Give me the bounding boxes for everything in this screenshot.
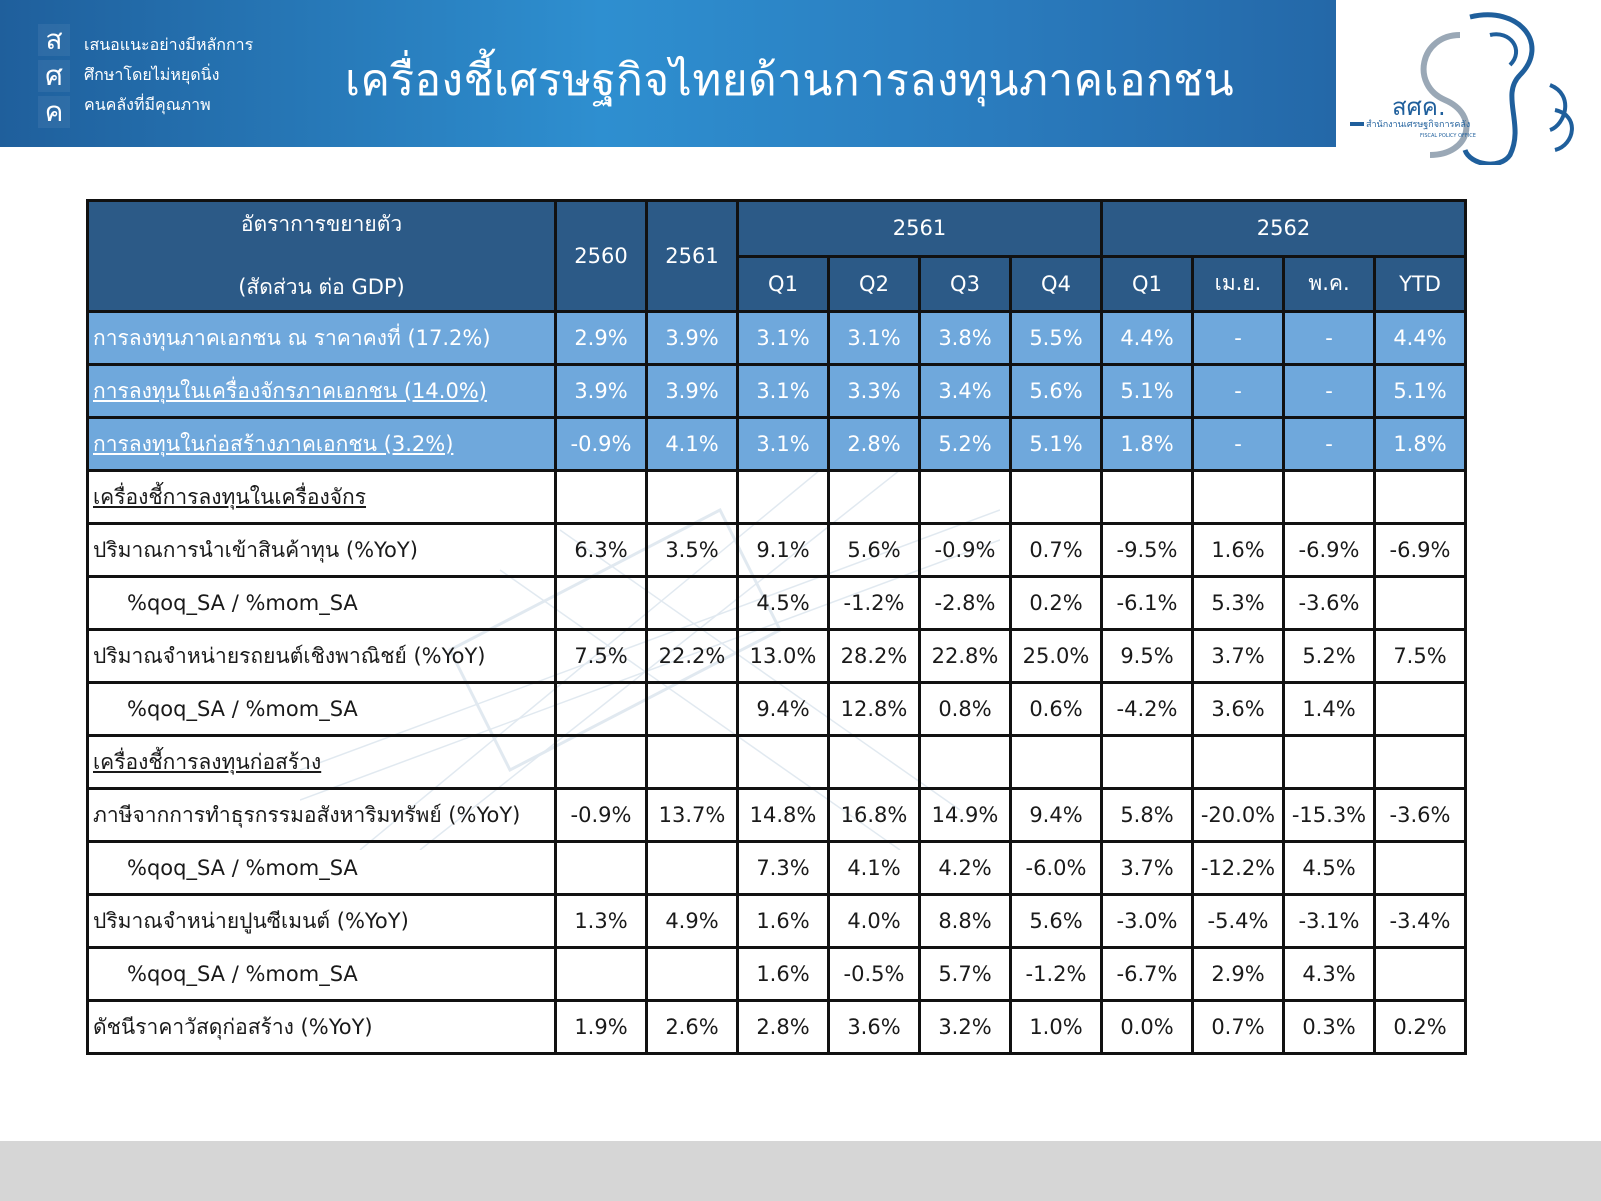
value-cell: 0.7% [1011,524,1102,577]
value-cell: 5.2% [920,418,1011,471]
value-cell: 3.3% [829,365,920,418]
value-cell: 4.4% [1102,312,1193,365]
table-row [88,842,1466,895]
slogan-line: คนคลังที่มีคุณภาพ [84,95,211,114]
value-cell [1375,577,1466,630]
value-cell [647,471,738,524]
value-cell: 1.8% [1375,418,1466,471]
header-band [0,0,1336,147]
value-cell: 1.3% [556,895,647,948]
slogan-line: เสนอแนะอย่างมีหลักการ [84,35,254,54]
value-cell [556,736,647,789]
value-cell: 4.2% [920,842,1011,895]
value-cell: 13.7% [647,789,738,842]
section-heading: เครื่องชี้การลงทุนก่อสร้าง [88,736,556,789]
value-cell: 0.2% [1011,577,1102,630]
year-header: 2560 [556,201,647,312]
value-cell: 4.9% [647,895,738,948]
value-cell: 12.8% [829,683,920,736]
value-cell: -3.1% [1284,895,1375,948]
value-cell: 1.0% [1011,1001,1102,1054]
value-cell: 3.1% [738,312,829,365]
value-cell: 3.6% [1193,683,1284,736]
value-cell: -6.7% [1102,948,1193,1001]
logo-letter: ค [38,96,70,128]
table-row [88,789,1466,842]
value-cell: 1.4% [1284,683,1375,736]
value-cell: -6.9% [1375,524,1466,577]
value-cell: -0.5% [829,948,920,1001]
value-cell: 4.5% [1284,842,1375,895]
table-row [88,948,1466,1001]
value-cell: -5.4% [1193,895,1284,948]
row-label: %qoq_SA / %mom_SA [88,948,556,1001]
value-cell: 5.7% [920,948,1011,1001]
value-cell: -0.9% [556,789,647,842]
value-cell: 3.8% [920,312,1011,365]
value-cell: -3.0% [1102,895,1193,948]
fpo-letter-logo [38,24,70,128]
value-cell: - [1284,312,1375,365]
value-cell: 3.9% [647,365,738,418]
table-row [88,577,1466,630]
value-cell: 7.5% [556,630,647,683]
table-row [88,524,1466,577]
row-label[interactable]: การลงทุนในก่อสร้างภาคเอกชน (3.2%) [88,418,556,471]
table-body [88,312,1466,1054]
value-cell: 22.8% [920,630,1011,683]
row-label: ปริมาณการนำเข้าสินค้าทุน (%YoY) [88,524,556,577]
value-cell: 0.7% [1193,1001,1284,1054]
value-cell: 28.2% [829,630,920,683]
value-cell: 3.1% [829,312,920,365]
row-label: %qoq_SA / %mom_SA [88,683,556,736]
value-cell: 5.6% [1011,365,1102,418]
value-cell: 4.1% [647,418,738,471]
value-cell: 5.1% [1011,418,1102,471]
value-cell [1375,842,1466,895]
value-cell: -3.6% [1375,789,1466,842]
value-cell: 1.6% [738,948,829,1001]
group-header-2561: 2561 [738,201,1102,257]
row-label: ภาษีจากการทำธุรกรรมอสังหาริมทรัพย์ (%YoY) [88,789,556,842]
value-cell: -0.9% [920,524,1011,577]
value-cell: -0.9% [556,418,647,471]
value-cell [1375,683,1466,736]
value-cell: 1.6% [738,895,829,948]
value-cell: 0.8% [920,683,1011,736]
value-cell [1284,736,1375,789]
year-header: 2561 [647,201,738,312]
table-row [88,365,1466,418]
value-cell: 2.6% [647,1001,738,1054]
fpo-logo [1350,5,1590,165]
value-cell: 25.0% [1011,630,1102,683]
value-cell: 4.5% [738,577,829,630]
footer-band [0,1141,1601,1201]
row-label: %qoq_SA / %mom_SA [88,577,556,630]
row-label: %qoq_SA / %mom_SA [88,842,556,895]
value-cell: 16.8% [829,789,920,842]
value-cell: 3.7% [1102,842,1193,895]
org-abbr: สศค. [1392,93,1446,121]
header-row [88,201,1466,257]
value-cell: 1.6% [1193,524,1284,577]
value-cell: -6.9% [1284,524,1375,577]
value-cell: 7.5% [1375,630,1466,683]
value-cell [556,842,647,895]
value-cell: -2.8% [920,577,1011,630]
value-cell: 4.0% [829,895,920,948]
value-cell: -6.0% [1011,842,1102,895]
page-title: เครื่องชี้เศรษฐกิจไทยด้านการลงทุนภาคเอกชน [345,55,1235,106]
value-cell: -12.2% [1193,842,1284,895]
value-cell: 9.5% [1102,630,1193,683]
value-cell [920,736,1011,789]
table-row [88,471,1466,524]
value-cell [1102,736,1193,789]
value-cell: 2.9% [556,312,647,365]
value-cell: 8.8% [920,895,1011,948]
value-cell [1011,471,1102,524]
logo-letter: ส [38,24,70,56]
label-header [88,201,556,312]
period-header: Q3 [920,256,1011,312]
value-cell [1193,471,1284,524]
value-cell: 0.0% [1102,1001,1193,1054]
period-header: Q1 [738,256,829,312]
value-cell: 6.3% [556,524,647,577]
value-cell: 5.8% [1102,789,1193,842]
value-cell [1375,736,1466,789]
value-cell: 22.2% [647,630,738,683]
label-header-line: (สัดส่วน ต่อ GDP) [238,275,405,299]
value-cell: -1.2% [1011,948,1102,1001]
value-cell: 3.4% [920,365,1011,418]
value-cell [647,683,738,736]
value-cell: 5.1% [1102,365,1193,418]
value-cell [1375,471,1466,524]
value-cell: -15.3% [1284,789,1375,842]
value-cell [1284,471,1375,524]
value-cell [829,736,920,789]
period-header: Q1 [1102,256,1193,312]
value-cell: -9.5% [1102,524,1193,577]
table-row [88,630,1466,683]
value-cell: 0.6% [1011,683,1102,736]
section-heading: เครื่องชี้การลงทุนในเครื่องจักร [88,471,556,524]
value-cell [1375,948,1466,1001]
value-cell: 0.3% [1284,1001,1375,1054]
value-cell: 3.9% [556,365,647,418]
value-cell: 9.4% [1011,789,1102,842]
value-cell [1102,471,1193,524]
period-header: Q4 [1011,256,1102,312]
value-cell [647,736,738,789]
value-cell: 5.6% [829,524,920,577]
slogan [84,30,253,120]
table-row [88,418,1466,471]
table-row [88,895,1466,948]
row-label: ปริมาณจำหน่ายรถยนต์เชิงพาณิชย์ (%YoY) [88,630,556,683]
value-cell: - [1284,418,1375,471]
value-cell [738,471,829,524]
value-cell: 2.9% [1193,948,1284,1001]
org-name-en: FISCAL POLICY OFFICE [1420,133,1476,139]
table-row [88,312,1466,365]
value-cell: 3.1% [738,365,829,418]
value-cell: 5.3% [1193,577,1284,630]
value-cell: - [1193,365,1284,418]
value-cell: -20.0% [1193,789,1284,842]
value-cell: 5.6% [1011,895,1102,948]
value-cell: 14.9% [920,789,1011,842]
value-cell: 4.3% [1284,948,1375,1001]
logo-letter: ศ [38,60,70,92]
value-cell: 0.2% [1375,1001,1466,1054]
value-cell: 5.2% [1284,630,1375,683]
value-cell: 2.8% [738,1001,829,1054]
label-header-line: อัตราการขยายตัว [240,212,403,236]
group-header-2562: 2562 [1102,201,1466,257]
value-cell [738,736,829,789]
row-label: ดัชนีราคาวัสดุก่อสร้าง (%YoY) [88,1001,556,1054]
value-cell [556,577,647,630]
value-cell [647,577,738,630]
table-row [88,1001,1466,1054]
value-cell [556,948,647,1001]
value-cell: 2.8% [829,418,920,471]
value-cell: -4.2% [1102,683,1193,736]
value-cell [920,471,1011,524]
value-cell [829,471,920,524]
value-cell [556,471,647,524]
value-cell: 1.8% [1102,418,1193,471]
value-cell: 7.3% [738,842,829,895]
row-label: การลงทุนภาคเอกชน ณ ราคาคงที่ (17.2%) [88,312,556,365]
table-row [88,736,1466,789]
period-header: Q2 [829,256,920,312]
value-cell: 3.2% [920,1001,1011,1054]
value-cell: -3.6% [1284,577,1375,630]
org-name: สำนักงานเศรษฐกิจการคลัง [1366,120,1471,130]
value-cell: 9.4% [738,683,829,736]
value-cell: - [1193,418,1284,471]
value-cell: 1.9% [556,1001,647,1054]
period-header: YTD [1375,256,1466,312]
value-cell [647,948,738,1001]
value-cell: -3.4% [1375,895,1466,948]
row-label: ปริมาณจำหน่ายปูนซีเมนต์ (%YoY) [88,895,556,948]
value-cell: 9.1% [738,524,829,577]
table-row [88,683,1466,736]
value-cell: 5.5% [1011,312,1102,365]
row-label[interactable]: การลงทุนในเครื่องจักรภาคเอกชน (14.0%) [88,365,556,418]
value-cell: 4.1% [829,842,920,895]
value-cell: 4.4% [1375,312,1466,365]
slogan-line: ศึกษาโดยไม่หยุดนิ่ง [84,65,220,84]
value-cell [1193,736,1284,789]
value-cell: 3.1% [738,418,829,471]
value-cell [556,683,647,736]
value-cell: -1.2% [829,577,920,630]
value-cell: 3.7% [1193,630,1284,683]
value-cell: - [1193,312,1284,365]
value-cell: 13.0% [738,630,829,683]
value-cell: -6.1% [1102,577,1193,630]
investment-indicators-table [86,199,1467,1055]
value-cell: 3.6% [829,1001,920,1054]
period-header: เม.ย. [1193,256,1284,312]
value-cell: 14.8% [738,789,829,842]
value-cell: 3.9% [647,312,738,365]
value-cell: - [1284,365,1375,418]
value-cell [1011,736,1102,789]
value-cell [647,842,738,895]
value-cell: 5.1% [1375,365,1466,418]
period-header: พ.ค. [1284,256,1375,312]
value-cell: 3.5% [647,524,738,577]
